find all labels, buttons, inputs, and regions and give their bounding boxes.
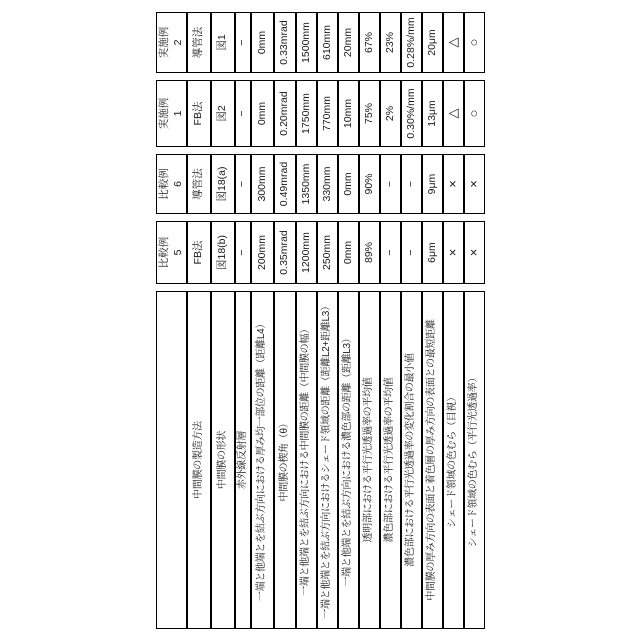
table-cell: × — [443, 221, 464, 284]
row-label: 透明部における平行光透過率の平均値 — [359, 291, 380, 629]
column-header: 実施例 2 — [156, 12, 187, 73]
table-cell: − — [401, 154, 422, 214]
table-cell: 89% — [359, 221, 380, 284]
table-cell: 図18(a) — [211, 154, 235, 214]
row-label: 一端と他端とを結ぶ方向におけるシェード領域の距離（距離L2+距離L3） — [317, 291, 338, 629]
row-label: 一端と他端とを結ぶ方向における中間膜の距離（中間膜の幅） — [296, 291, 317, 629]
table-cell: 10mm — [338, 80, 359, 147]
table-cell: 0.30%/mm — [401, 80, 422, 147]
table-cell: △ — [443, 80, 464, 147]
table-cell: 1500mm — [296, 12, 317, 73]
table-cell: 610mm — [317, 12, 338, 73]
rotated-table-figure — [156, 12, 485, 629]
table-cell: 23% — [380, 12, 401, 73]
table-cell: 9μm — [422, 154, 443, 214]
table-cell: ○ — [464, 80, 485, 147]
table-cell: 6μm — [422, 221, 443, 284]
table-cell: 1200mm — [296, 221, 317, 284]
table-cell: − — [235, 80, 251, 147]
table-cell: △ — [443, 12, 464, 73]
table-cell: − — [235, 12, 251, 73]
column-header: 比較例 5 — [156, 221, 187, 284]
row-label: シェード領域の色むら（目視） — [443, 291, 464, 629]
row-label: 中間膜の楔角（θ） — [274, 291, 296, 629]
table-cell: ○ — [464, 12, 485, 73]
column-header: 比較例 6 — [156, 154, 187, 214]
table-cell: − — [380, 221, 401, 284]
row-label: 中間膜の形状 — [211, 291, 235, 629]
row-label: シェード領域の色むら（平行光透過率） — [464, 291, 485, 629]
table-cell: 0.35mrad — [274, 221, 296, 284]
row-label: 中間膜の製造方法 — [187, 291, 211, 629]
table-cell: 導管法 — [187, 12, 211, 73]
row-label: 赤外線反射層 — [235, 291, 251, 629]
table-cell: 13μm — [422, 80, 443, 147]
table-cell: 0mm — [338, 221, 359, 284]
table-cell: − — [401, 221, 422, 284]
table-cell: 90% — [359, 154, 380, 214]
table-cell: × — [464, 221, 485, 284]
table-cell: − — [235, 221, 251, 284]
table-cell: 20μm — [422, 12, 443, 73]
table-cell: 図18(b) — [211, 221, 235, 284]
table-cell: × — [443, 154, 464, 214]
table-cell: 200mm — [251, 221, 274, 284]
table-cell: 0mm — [251, 12, 274, 73]
table-cell: 67% — [359, 12, 380, 73]
table-cell: 図2 — [211, 80, 235, 147]
table-cell: × — [464, 154, 485, 214]
row-label: 一端と他端とを結ぶ方向における厚み均一部位の距離（距離L4） — [251, 291, 274, 629]
table-cell: 2% — [380, 80, 401, 147]
corner-cell — [156, 291, 187, 629]
row-label: 濃色部における平行光透過率の変化割合の最小値 — [401, 291, 422, 629]
table-cell: 0.28%/mm — [401, 12, 422, 73]
table-cell: 330mm — [317, 154, 338, 214]
table-cell: FB法 — [187, 221, 211, 284]
table-cell: 250mm — [317, 221, 338, 284]
row-label: 中間膜の厚み方向の表面と着色層の厚み方向の表面との最短距離 — [422, 291, 443, 629]
table-cell: − — [380, 154, 401, 214]
table-cell: 図1 — [211, 12, 235, 73]
column-header: 実施例 1 — [156, 80, 187, 147]
table-cell: 0.33mrad — [274, 12, 296, 73]
table-cell: 0mm — [251, 80, 274, 147]
table-cell: 770mm — [317, 80, 338, 147]
table-cell: − — [235, 154, 251, 214]
table-cell: 75% — [359, 80, 380, 147]
patent-table — [156, 12, 485, 629]
table-cell: 20mm — [338, 12, 359, 73]
table-cell: 300mm — [251, 154, 274, 214]
row-label: 濃色部における平行光透過率の平均値 — [380, 291, 401, 629]
row-label: 一端と他端とを結ぶ方向における濃色部の距離（距離L3） — [338, 291, 359, 629]
table-cell: 1350mm — [296, 154, 317, 214]
table-cell: 導管法 — [187, 154, 211, 214]
table-cell: FB法 — [187, 80, 211, 147]
table-cell: 0.49mrad — [274, 154, 296, 214]
table-cell: 1750mm — [296, 80, 317, 147]
table-cell: 0.20mrad — [274, 80, 296, 147]
table-cell: 0mm — [338, 154, 359, 214]
